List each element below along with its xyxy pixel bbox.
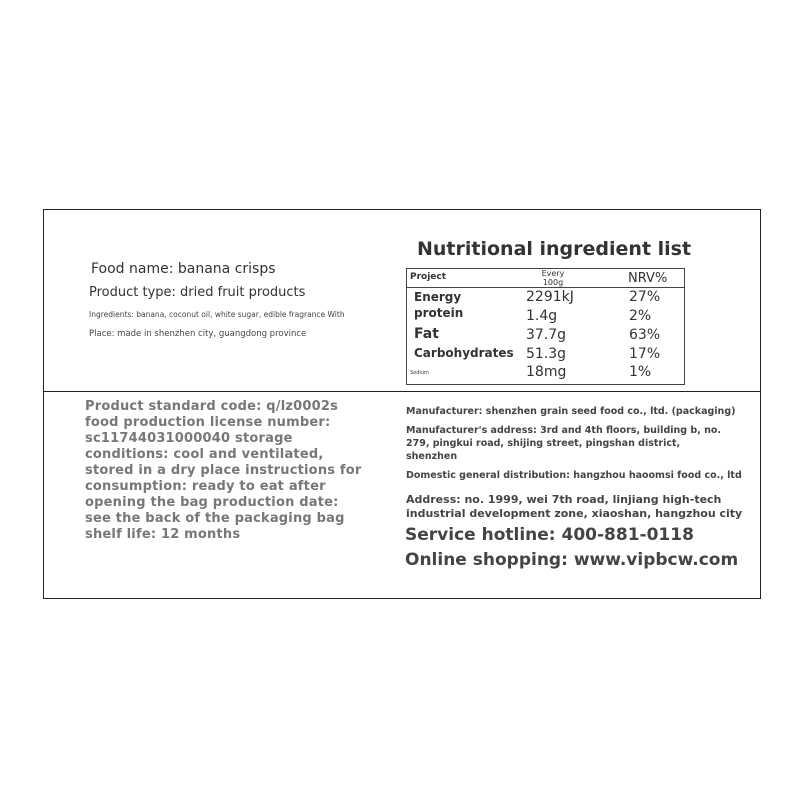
row-value-energy: 2291kJ (526, 289, 574, 305)
row-nrv-protein: 2% (629, 308, 652, 324)
row-name-fat: Fat (414, 326, 439, 342)
ingredients: Ingredients: banana, coconut oil, white sugar, edible fragrance With (89, 310, 345, 319)
distributor-address: Address: no. 1999, wei 7th road, linjiang high-tech industrial development zone, xiaoshan, hangzhou city (406, 493, 743, 520)
product-label (43, 209, 761, 599)
nutrition-table (406, 268, 685, 385)
section-divider (44, 391, 760, 392)
food-name: Food name: banana crisps (91, 261, 276, 277)
manufacturer: Manufacturer: shenzhen grain seed food co., ltd. (packaging) (406, 406, 736, 417)
online-shopping: Online shopping: www.vipbcw.com (405, 550, 739, 570)
header-divider (407, 287, 684, 288)
place-of-origin: Place: made in shenzhen city, guangdong province (89, 329, 307, 339)
row-name-energy: Energy (414, 290, 462, 304)
product-type: Product type: dried fruit products (89, 285, 306, 300)
row-value-carbohydrates: 51.3g (526, 346, 567, 362)
header-nrv: NRV% (628, 271, 668, 286)
manufacturer-address: Manufacturer's address: 3rd and 4th floors, building b, no. 279, pingkui road, shijing street, pingshan district, shenzhen (406, 425, 721, 462)
row-nrv-sodium: 1% (629, 364, 652, 380)
row-value-sodium: 18mg (526, 364, 567, 380)
domestic-distribution: Domestic general distribution: hangzhou haoomsi food co., ltd (406, 470, 742, 481)
row-nrv-fat: 63% (629, 327, 661, 343)
row-name-carbohydrates: Carbohydrates (414, 346, 514, 360)
header-project: Project (410, 272, 447, 282)
service-hotline: Service hotline: 400-881-0118 (405, 525, 694, 545)
row-name-sodium: Sodium (410, 370, 429, 376)
row-nrv-energy: 27% (629, 289, 661, 305)
header-every-100g: Every 100g (541, 269, 565, 287)
row-value-protein: 1.4g (526, 308, 558, 324)
nutrition-title: Nutritional ingredient list (417, 238, 692, 260)
row-name-protein: protein (414, 306, 464, 320)
product-standard-info: Product standard code: q/lz0002s food production license number: sc11744031000040 storage conditions: cool and ventilated, stored in a dry place instructions for consumption: ready to eat after opening the bag production date: see the back of the packaging bag shelf life: 12 months (85, 399, 362, 542)
row-value-fat: 37.7g (526, 327, 567, 343)
row-nrv-carbohydrates: 17% (629, 346, 661, 362)
